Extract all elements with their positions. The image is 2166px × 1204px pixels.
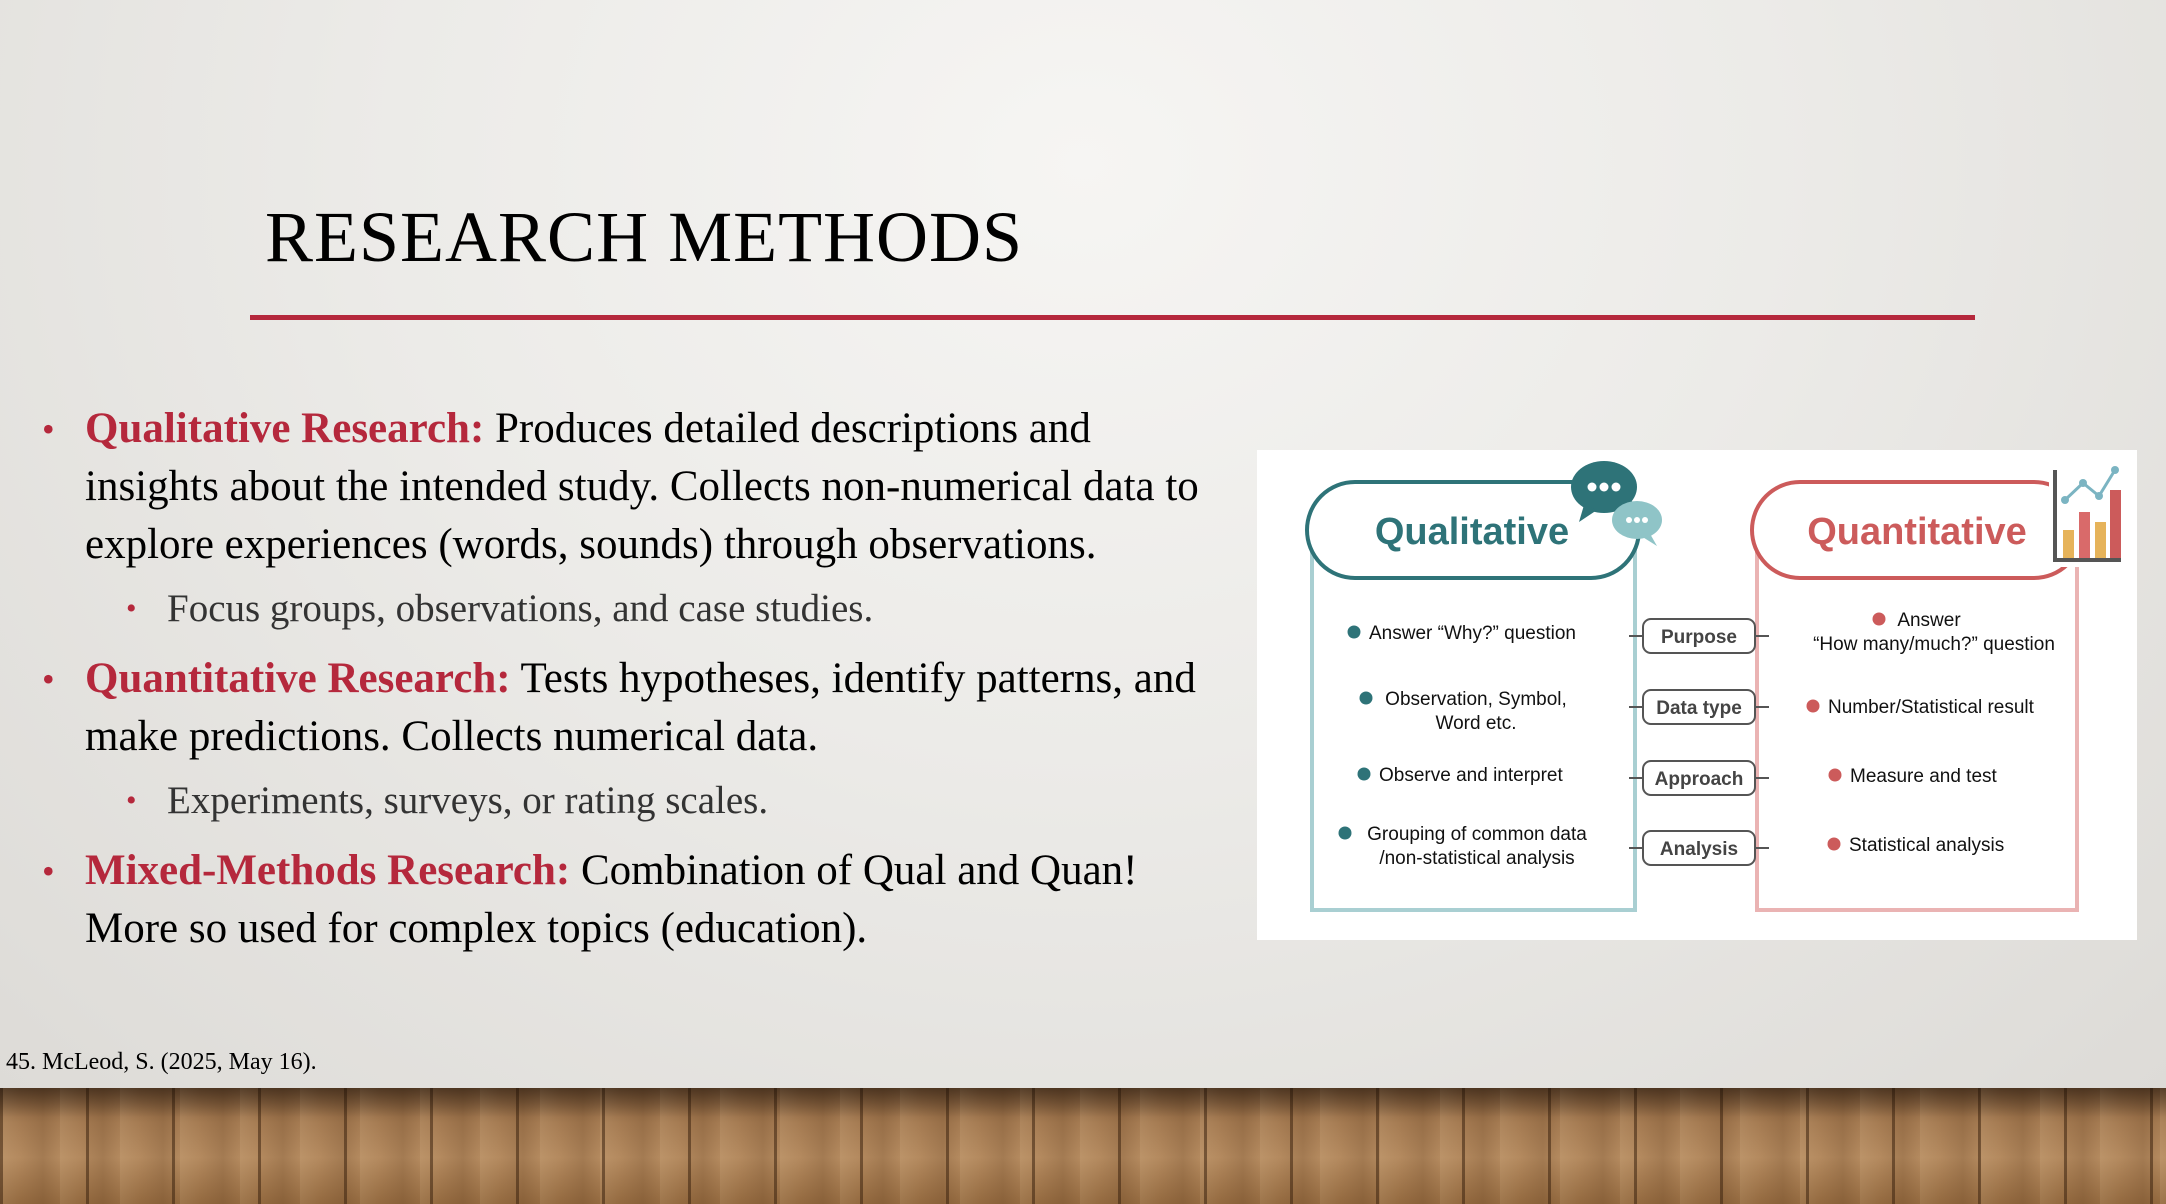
slide-title: RESEARCH METHODS (265, 197, 1024, 277)
bullet-dot: • (126, 592, 137, 625)
row-label: Purpose (1660, 627, 1738, 648)
row-data-type (1360, 689, 2035, 734)
right-dot (1829, 769, 1842, 782)
bullet-body: Tests hypotheses, identify patterns, and make predictions. Collects numerical data. (85, 655, 1196, 760)
left-cell-text: /non-statistical analysis (1379, 848, 1575, 869)
bullet-lead: Quantitative Research: (85, 655, 511, 702)
bullet-dot: • (126, 784, 137, 817)
bullet-qualitative (42, 400, 1232, 574)
left-dot (1348, 626, 1361, 639)
bullet-list (42, 400, 1232, 964)
left-cell-text: Grouping of common data (1367, 824, 1587, 845)
title-divider (250, 315, 1975, 320)
row-analysis (1339, 824, 2005, 869)
bullet-quantitative (42, 650, 1232, 766)
bullet-lead: Mixed-Methods Research: (85, 847, 571, 894)
bullet-dot: • (42, 409, 55, 449)
left-dot (1339, 827, 1352, 840)
qual-vs-quant-figure (1257, 450, 2137, 940)
bullet-dot: • (42, 851, 55, 891)
left-cell-text: Observation, Symbol, (1385, 689, 1567, 710)
row-approach (1358, 761, 1998, 795)
bullet-mixed-methods (42, 842, 1232, 958)
right-title: Quantitative (1807, 511, 2027, 553)
left-title: Qualitative (1374, 511, 1570, 553)
sub-bullet-qualitative (42, 580, 1232, 638)
right-dot (1807, 700, 1820, 713)
sub-bullet-quantitative (42, 772, 1232, 830)
left-dot (1358, 768, 1371, 781)
sub-bullet-text: Focus groups, observations, and case studies. (167, 587, 874, 630)
right-cell-text: Number/Statistical result (1828, 697, 2034, 718)
left-cell-text: Observe and interpret (1379, 765, 1563, 786)
citation: 45. McLeod, S. (2025, May 16). (6, 1049, 317, 1075)
right-dot (1873, 613, 1886, 626)
bullet-lead: Qualitative Research: (85, 405, 485, 452)
bullet-dot: • (42, 659, 55, 699)
comparison-diagram (1257, 450, 2137, 940)
row-label: Approach (1654, 769, 1744, 790)
wood-floor-decoration (0, 1088, 2166, 1204)
right-cell-text: Statistical analysis (1849, 835, 2005, 856)
sub-bullet-text: Experiments, surveys, or rating scales. (167, 779, 769, 822)
right-dot (1828, 838, 1841, 851)
bullet-body: Produces detailed descriptions and insights about the intended study. Collects non-numerical data to explore experiences (words, sounds) through observations. (85, 405, 1199, 568)
right-cell-text: Measure and test (1850, 766, 1997, 787)
left-cell-text: Answer “Why?” question (1369, 623, 1576, 644)
bar-chart-icon (2049, 455, 2127, 567)
row-label: Data type (1656, 698, 1742, 719)
left-dot (1360, 692, 1373, 705)
right-cell-text: Answer (1897, 610, 1961, 631)
bullet-body: Combination of Qual and Quan! More so used for complex topics (education). (85, 847, 1138, 952)
right-cell-text: “How many/much?” question (1813, 634, 2055, 655)
row-label: Analysis (1659, 839, 1739, 860)
row-purpose (1348, 610, 2055, 655)
left-cell-text: Word etc. (1435, 713, 1517, 734)
